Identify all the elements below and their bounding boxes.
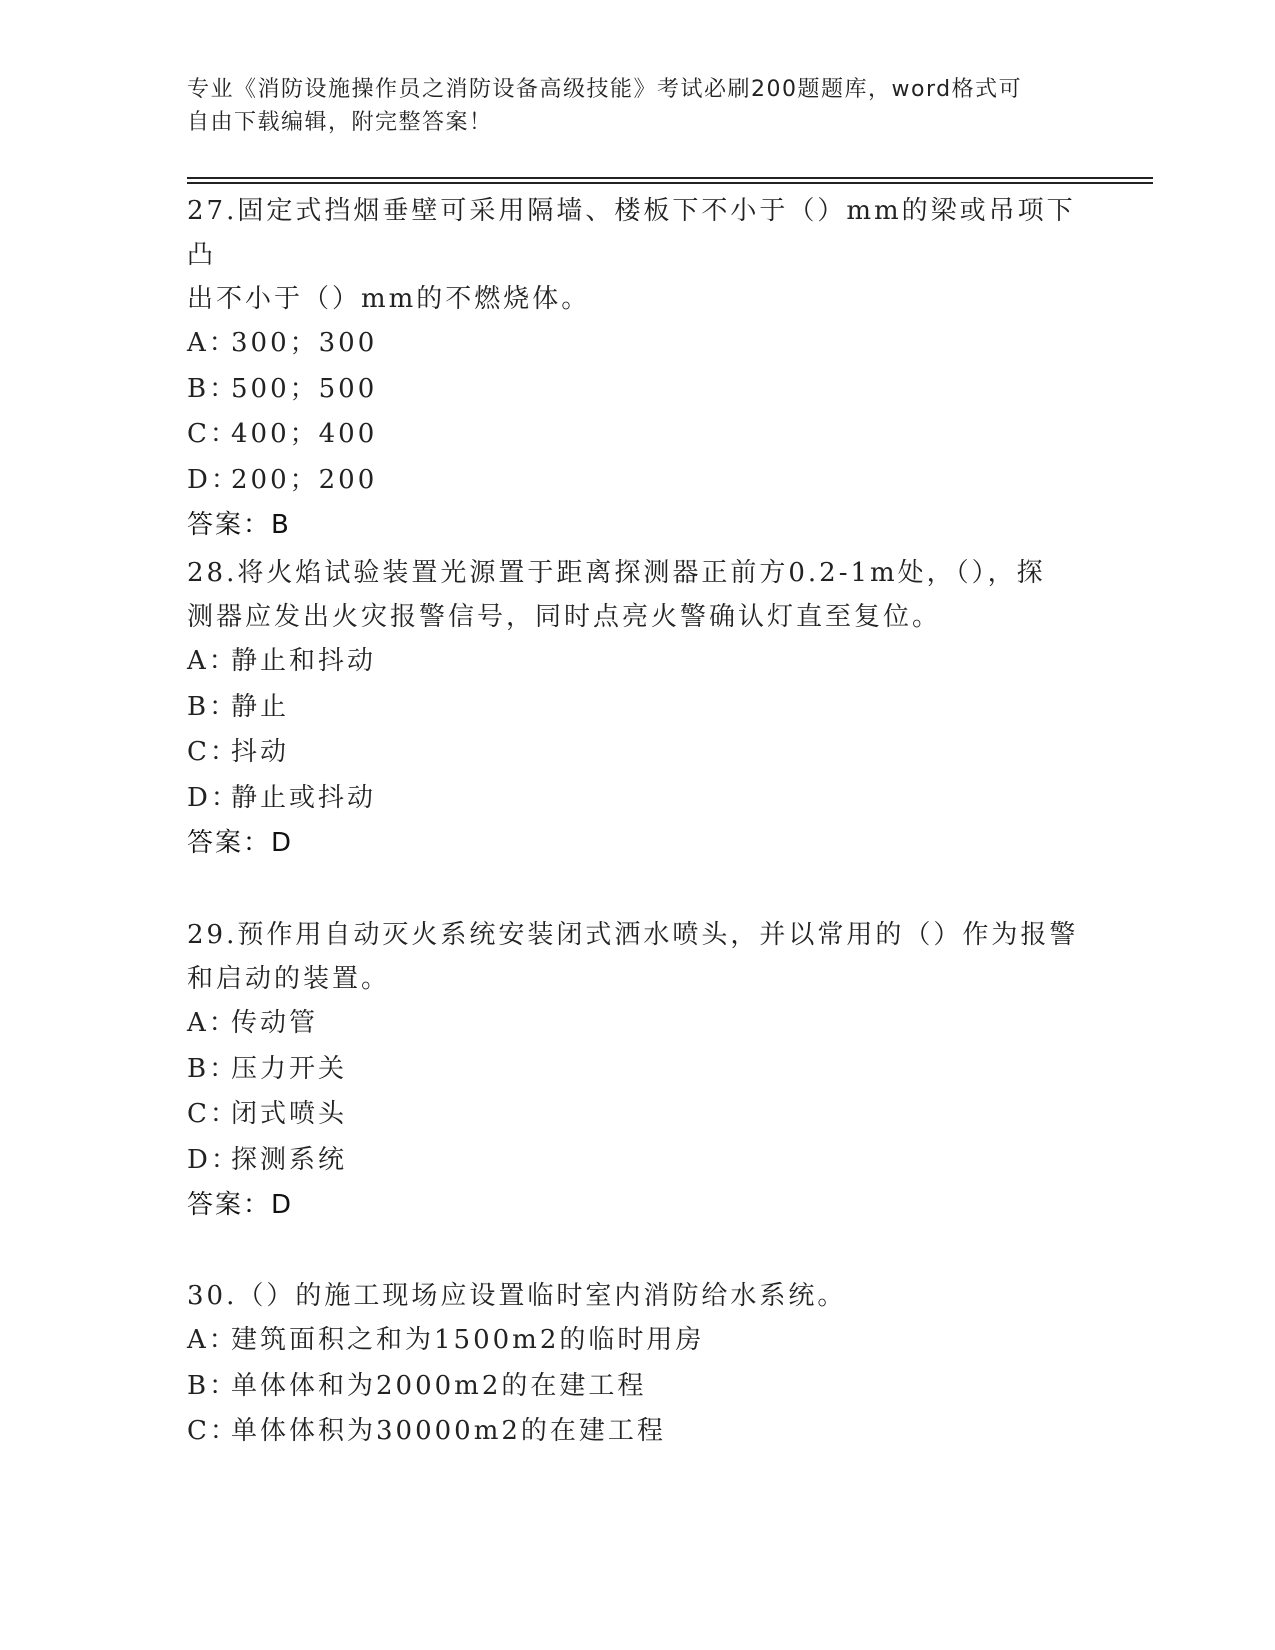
option-text: 单体体积为30000m2的在建工程 bbox=[231, 1416, 666, 1446]
question-30 bbox=[187, 1274, 1087, 1455]
question-text-line-2: 测器应发出火灾报警信号，同时点亮火警确认灯直至复位。 bbox=[187, 602, 942, 632]
header-line-1: 专业《消防设施操作员之消防设备高级技能》考试必刷200题题库，word格式可 bbox=[187, 77, 1023, 102]
question-text-line-2: 出不小于（）mm的不燃烧体。 bbox=[187, 284, 591, 314]
option-c bbox=[187, 1092, 1087, 1138]
option-text: 静止 bbox=[231, 691, 290, 722]
option-b bbox=[187, 367, 1087, 413]
header-divider-bottom bbox=[187, 182, 1153, 184]
question-text-line-1: 28.将火焰试验装置光源置于距离探测器正前方0.2-1m处，（），探 bbox=[187, 558, 1046, 588]
header-line-2: 自由下载编辑，附完整答案！ bbox=[187, 110, 493, 135]
option-d bbox=[187, 776, 1087, 822]
option-text: 500；500 bbox=[231, 373, 378, 404]
option-key: A： bbox=[187, 1008, 238, 1038]
option-c bbox=[187, 730, 1087, 776]
option-b bbox=[187, 1047, 1087, 1093]
option-c bbox=[187, 412, 1087, 458]
option-c bbox=[187, 1409, 1087, 1455]
answer-label: 答案：D bbox=[187, 828, 294, 858]
answer-label: 答案：D bbox=[187, 1190, 294, 1220]
question-27 bbox=[187, 189, 1087, 547]
option-text: 400；400 bbox=[231, 419, 378, 449]
option-key: A： bbox=[187, 646, 238, 676]
option-d bbox=[187, 1138, 1087, 1184]
option-key: B： bbox=[187, 373, 239, 404]
option-text: 闭式喷头 bbox=[231, 1099, 348, 1129]
option-a bbox=[187, 321, 1087, 367]
option-text: 建筑面积之和为1500m2的临时用房 bbox=[231, 1325, 705, 1355]
option-text: 300；300 bbox=[231, 328, 378, 358]
option-key: B： bbox=[187, 1053, 239, 1084]
option-text: 200；200 bbox=[231, 464, 378, 495]
option-b bbox=[187, 685, 1087, 731]
option-key: D： bbox=[187, 1144, 240, 1175]
option-key: D： bbox=[187, 464, 240, 495]
document-header bbox=[187, 73, 1087, 139]
option-key: C： bbox=[187, 737, 239, 767]
option-text: 探测系统 bbox=[231, 1144, 348, 1175]
option-text: 静止或抖动 bbox=[231, 782, 377, 813]
option-a bbox=[187, 1318, 1087, 1364]
option-key: C： bbox=[187, 1099, 239, 1129]
question-text-line-1: 27.固定式挡烟垂壁可采用隔墙、楼板下不小于（）mm的梁或吊项下凸 bbox=[187, 196, 1076, 270]
question-text-line-2: 和启动的装置。 bbox=[187, 964, 391, 994]
option-text: 抖动 bbox=[231, 737, 290, 767]
option-key: B： bbox=[187, 691, 239, 722]
option-b bbox=[187, 1364, 1087, 1410]
option-key: A： bbox=[187, 328, 238, 358]
question-text-line-1: 30.（）的施工现场应设置临时室内消防给水系统。 bbox=[187, 1281, 847, 1311]
option-text: 传动管 bbox=[231, 1008, 319, 1038]
header-divider-top bbox=[187, 177, 1153, 179]
question-28 bbox=[187, 551, 1087, 865]
option-key: B： bbox=[187, 1370, 239, 1401]
option-key: C： bbox=[187, 419, 239, 449]
option-d bbox=[187, 458, 1087, 504]
option-key: D： bbox=[187, 782, 240, 813]
question-text-line-1: 29.预作用自动灭火系统安装闭式洒水喷头，并以常用的（）作为报警 bbox=[187, 920, 1079, 950]
question-29 bbox=[187, 913, 1087, 1227]
answer-label: 答案：B bbox=[187, 510, 291, 540]
option-text: 静止和抖动 bbox=[231, 646, 377, 676]
option-a bbox=[187, 1001, 1087, 1047]
option-a bbox=[187, 639, 1087, 685]
option-key: A： bbox=[187, 1325, 238, 1355]
option-text: 压力开关 bbox=[231, 1053, 348, 1084]
option-key: C： bbox=[187, 1416, 239, 1446]
option-text: 单体体和为2000m2的在建工程 bbox=[231, 1370, 647, 1401]
